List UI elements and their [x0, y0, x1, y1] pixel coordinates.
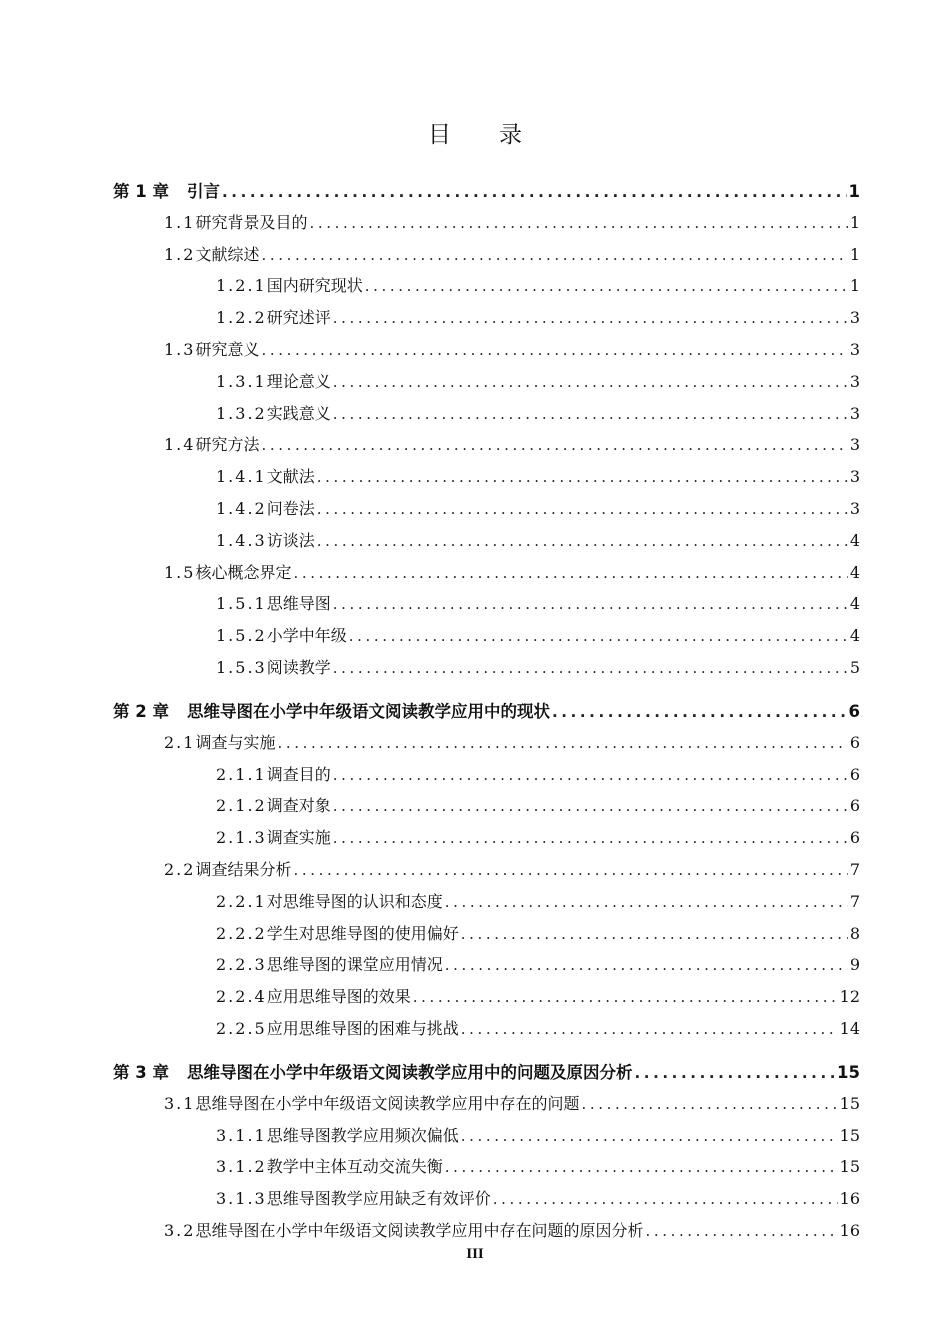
toc-entry-label: 研究方法: [195, 435, 260, 455]
toc-entry-page-number: 3: [849, 403, 860, 423]
toc-entry-number: 1.4.1: [216, 467, 267, 487]
toc-entry-label: 阅读教学: [266, 658, 331, 677]
toc-entry-number: 2.1.1: [216, 764, 267, 784]
toc-entry-page-number: 12: [839, 987, 860, 1007]
toc-entry-page-number: 1: [848, 182, 860, 201]
toc-entry-label: 思维导图教学应用缺乏有效评价: [266, 1189, 491, 1209]
toc-dot-leader: [259, 341, 847, 359]
toc-entry-number: 1.2: [164, 244, 196, 264]
toc-dot-leader: [315, 468, 848, 486]
toc-entry-page-number: 8: [849, 923, 860, 943]
toc-subsection-entry[interactable]: [216, 1016, 860, 1040]
toc-entry-number: 1.4.3: [216, 530, 267, 550]
toc-dot-leader: [550, 703, 847, 721]
toc-entry-number: 1.2.2: [216, 308, 267, 328]
toc-entry-label: 引言: [186, 182, 220, 201]
toc-entry-label: 思维导图: [266, 594, 331, 614]
toc-entry-number: 2.1.2: [216, 796, 267, 816]
toc-dot-leader: [632, 1064, 835, 1082]
toc-entry-label: 应用思维导图的效果: [266, 987, 411, 1007]
toc-section-entry[interactable]: [164, 432, 860, 456]
toc-title: 目录: [428, 122, 570, 148]
toc-entry-label: 思维导图教学应用频次偏低: [266, 1125, 459, 1145]
toc-dot-leader: [331, 595, 848, 613]
toc-subsection-entry[interactable]: [216, 921, 860, 945]
toc-dot-leader: [347, 627, 848, 645]
toc-chapter-entry[interactable]: [113, 698, 860, 722]
toc-dot-leader: [331, 797, 848, 815]
toc-subsection-entry[interactable]: [216, 1154, 860, 1178]
toc-subsection-entry[interactable]: [216, 984, 860, 1008]
toc-entry-label: 学生对思维导图的使用偏好: [266, 923, 459, 943]
toc-entry-page-number: 6: [849, 764, 860, 784]
toc-entry-number: 1.4: [164, 435, 196, 455]
toc-entry-page-number: 6: [848, 702, 860, 721]
toc-entry-page-number: 15: [837, 1063, 860, 1082]
toc-entry-label: 研究意义: [195, 340, 260, 359]
toc-entry-label: 调查与实施: [195, 732, 276, 752]
toc-entry-number: 2.2.3: [216, 955, 267, 975]
toc-subsection-entry[interactable]: [216, 305, 860, 329]
toc-entry-page-number: 3: [849, 499, 860, 518]
toc-entry-number: 1.5.2: [216, 626, 267, 646]
toc-section-entry[interactable]: [164, 210, 860, 234]
toc-dot-leader: [459, 1020, 838, 1038]
toc-entry-page-number: 16: [839, 1221, 860, 1240]
toc-entry-page-number: 15: [839, 1157, 860, 1177]
toc-dot-leader: [291, 861, 847, 879]
toc-entry-page-number: 5: [849, 658, 860, 677]
toc-subsection-entry[interactable]: [216, 1123, 860, 1147]
toc-entry-label: 理论意义: [266, 371, 331, 391]
page-number-footer: III: [466, 1246, 484, 1262]
toc-section-entry[interactable]: [164, 560, 860, 584]
toc-subsection-entry[interactable]: [216, 793, 860, 817]
toc-entry-number: 3.1: [164, 1093, 196, 1113]
toc-entry-number: 2.2.5: [216, 1019, 267, 1038]
toc-entry-page-number: 3: [849, 308, 860, 328]
toc-entry-number: 1.5.1: [216, 594, 267, 614]
toc-dot-leader: [331, 373, 848, 391]
toc-entry-number: 第 3 章: [113, 1063, 169, 1082]
toc-subsection-entry[interactable]: [216, 623, 860, 647]
toc-dot-leader: [579, 1095, 837, 1113]
toc-entry-number: 2.2.4: [216, 987, 267, 1007]
toc-dot-leader: [315, 532, 848, 550]
toc-entry-label: 国内研究现状: [266, 276, 363, 296]
toc-dot-leader: [331, 766, 848, 784]
toc-entry-page-number: 7: [849, 891, 860, 911]
toc-entry-number: 3.1.1: [216, 1125, 267, 1145]
toc-entry-label: 小学中年级: [266, 626, 347, 646]
toc-entry-number: 3.2: [164, 1221, 196, 1240]
toc-entry-page-number: 9: [849, 955, 860, 975]
toc-dot-leader: [331, 659, 848, 677]
toc-entry-number: 3.1.2: [216, 1157, 267, 1177]
toc-entry-label: 访谈法: [266, 530, 315, 550]
toc-subsection-entry[interactable]: [216, 496, 860, 520]
toc-entry-page-number: 16: [839, 1189, 860, 1209]
toc-entry-label: 研究述评: [266, 308, 331, 328]
toc-section-entry[interactable]: [164, 1218, 860, 1242]
toc-entry-label: 实践意义: [266, 403, 331, 423]
toc-entry-label: 核心概念界定: [195, 562, 292, 582]
toc-subsection-entry[interactable]: [216, 401, 860, 425]
toc-entry-label: 应用思维导图的困难与挑战: [266, 1019, 459, 1038]
toc-subsection-entry[interactable]: [216, 528, 860, 552]
toc-entry-page-number: 6: [849, 828, 860, 848]
toc-dot-leader: [259, 246, 847, 264]
toc-dot-leader: [491, 1190, 838, 1208]
toc-dot-leader: [459, 1127, 838, 1145]
toc-section-entry[interactable]: [164, 242, 860, 266]
toc-entry-label: 思维导图的课堂应用情况: [266, 955, 443, 975]
toc-entry-number: 第 2 章: [113, 702, 169, 721]
toc-dot-leader: [331, 405, 848, 423]
toc-entry-number: 1.5: [164, 562, 196, 582]
toc-section-entry[interactable]: [164, 730, 860, 754]
toc-subsection-entry[interactable]: [216, 1186, 860, 1210]
toc-entry-label: 研究背景及目的: [195, 212, 308, 232]
toc-dot-leader: [331, 309, 848, 327]
toc-entry-page-number: 14: [839, 1019, 860, 1038]
toc-entry-number: 1.5.3: [216, 658, 267, 677]
toc-section-entry[interactable]: [164, 337, 860, 361]
toc-dot-leader: [315, 500, 848, 518]
toc-entry-page-number: 4: [849, 626, 860, 646]
toc-entry-page-number: 4: [849, 530, 860, 550]
toc-dot-leader: [363, 277, 848, 295]
toc-entry-label: 调查实施: [266, 828, 331, 848]
toc-dot-leader: [331, 829, 848, 847]
toc-dot-leader: [259, 436, 847, 454]
toc-entry-number: 3.1.3: [216, 1189, 267, 1209]
toc-section-entry[interactable]: [164, 1091, 860, 1115]
toc-entry-number: 1.2.1: [216, 276, 267, 296]
toc-subsection-entry[interactable]: [216, 889, 860, 913]
toc-entry-number: 1.3: [164, 340, 196, 359]
toc-entry-number: 2.2: [164, 860, 196, 879]
toc-subsection-entry[interactable]: [216, 762, 860, 786]
toc-entry-page-number: 1: [849, 276, 860, 296]
toc-subsection-entry[interactable]: [216, 464, 860, 488]
toc-dot-leader: [459, 925, 848, 943]
toc-dot-leader: [275, 734, 847, 752]
toc-entry-page-number: 6: [849, 732, 860, 752]
toc-entry-number: 2.2.1: [216, 891, 267, 911]
toc-dot-leader: [220, 183, 847, 201]
toc-entry-label: 教学中主体互动交流失衡: [266, 1157, 443, 1177]
toc-dot-leader: [443, 1158, 838, 1176]
toc-dot-leader: [643, 1222, 837, 1240]
toc-entry-page-number: 3: [849, 371, 860, 391]
toc-entry-page-number: 3: [849, 435, 860, 455]
toc-subsection-entry[interactable]: [216, 591, 860, 615]
toc-dot-leader: [307, 214, 847, 232]
toc-subsection-entry[interactable]: [216, 369, 860, 393]
toc-entry-number: 第 1 章: [113, 182, 169, 201]
toc-entry-number: 2.2.2: [216, 923, 267, 943]
toc-chapter-entry[interactable]: [113, 178, 860, 202]
toc-entry-label: 文献法: [266, 467, 315, 487]
toc-entry-label: 调查对象: [266, 796, 331, 816]
toc-entry-page-number: 3: [849, 467, 860, 487]
toc-dot-leader: [411, 988, 838, 1006]
toc-entry-label: 对思维导图的认识和态度: [266, 891, 443, 911]
toc-entry-label: 思维导图在小学中年级语文阅读教学应用中存在问题的原因分析: [195, 1221, 644, 1240]
toc-subsection-entry[interactable]: [216, 952, 860, 976]
toc-entry-label: 问卷法: [266, 499, 315, 518]
toc-dot-leader: [443, 893, 848, 911]
toc-dot-leader: [443, 956, 848, 974]
toc-entry-number: 1.1: [164, 212, 196, 232]
toc-entry-page-number: 7: [849, 860, 860, 879]
toc-entry-label: 调查目的: [266, 764, 331, 784]
toc-entry-label: 文献综述: [195, 244, 260, 264]
toc-entry-page-number: 1: [849, 244, 860, 264]
toc-entry-page-number: 15: [839, 1125, 860, 1145]
toc-entry-number: 1.3.2: [216, 403, 267, 423]
toc-entry-page-number: 1: [849, 212, 860, 232]
toc-entry-number: 1.4.2: [216, 499, 267, 518]
toc-entry-page-number: 4: [849, 594, 860, 614]
toc-dot-leader: [291, 564, 847, 582]
toc-section-entry[interactable]: [164, 857, 860, 881]
toc-entry-label: 思维导图在小学中年级语文阅读教学应用中存在的问题: [195, 1093, 580, 1113]
toc-entry-page-number: 4: [849, 562, 860, 582]
toc-subsection-entry[interactable]: [216, 655, 860, 679]
toc-entry-number: 1.3.1: [216, 371, 267, 391]
toc-entry-number: 2.1: [164, 732, 196, 752]
toc-entry-number: 2.1.3: [216, 828, 267, 848]
toc-subsection-entry[interactable]: [216, 273, 860, 297]
toc-entry-page-number: 6: [849, 796, 860, 816]
toc-chapter-entry[interactable]: [113, 1059, 860, 1083]
toc-subsection-entry[interactable]: [216, 825, 860, 849]
toc-entry-page-number: 3: [849, 340, 860, 359]
toc-entry-label: 思维导图在小学中年级语文阅读教学应用中的问题及原因分析: [186, 1063, 633, 1082]
toc-entry-label: 调查结果分析: [195, 860, 292, 879]
toc-entry-label: 思维导图在小学中年级语文阅读教学应用中的现状: [186, 702, 550, 721]
toc-entry-page-number: 15: [839, 1093, 860, 1113]
